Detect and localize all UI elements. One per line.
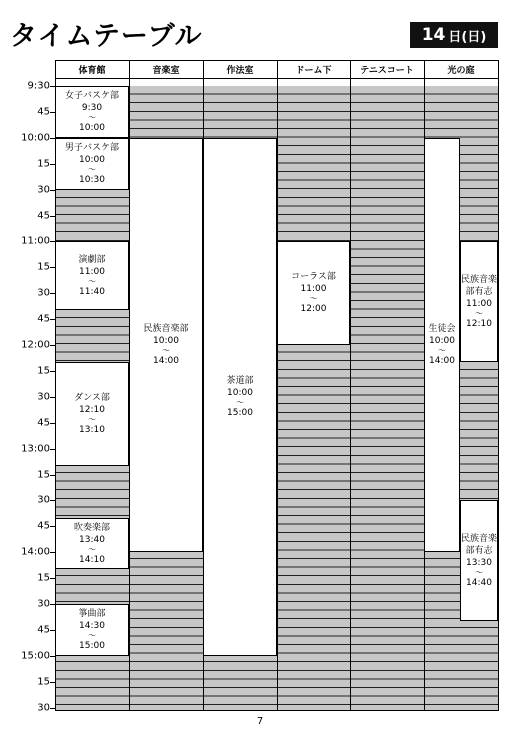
event-end-time: 12:10	[466, 318, 492, 329]
event-block	[55, 241, 129, 310]
time-tick	[50, 319, 56, 320]
event-end-time: 15:00	[79, 640, 105, 651]
event-end-time: 14:10	[79, 554, 105, 565]
date-day: 14	[421, 25, 446, 45]
time-tick	[50, 578, 56, 579]
time-label: 11:00	[21, 235, 50, 247]
time-tick	[50, 552, 56, 553]
unavailable-slot	[350, 86, 424, 710]
time-label: 15	[37, 572, 50, 584]
event-end-time: 13:10	[79, 425, 105, 436]
time-label: 15	[37, 365, 50, 377]
time-label: 13:00	[21, 443, 50, 455]
event-name: 箏曲部	[78, 608, 106, 619]
time-separator: 〜	[88, 415, 96, 425]
time-separator: 〜	[475, 567, 483, 577]
event-start-time: 13:30	[466, 557, 492, 568]
time-tick	[50, 190, 56, 191]
event-name: 演劇部	[78, 254, 106, 265]
event-start-time: 10:00	[227, 387, 253, 398]
time-separator: 〜	[88, 276, 96, 286]
time-tick	[50, 267, 56, 268]
time-tick	[50, 449, 56, 450]
column-divider	[277, 60, 278, 710]
time-separator: 〜	[309, 294, 318, 304]
time-separator: 〜	[438, 345, 446, 355]
time-tick	[50, 630, 56, 631]
event-block	[277, 241, 350, 345]
event-block	[129, 138, 203, 552]
time-tick	[50, 682, 56, 683]
event-name: 民族音楽部有志	[461, 533, 498, 556]
time-tick	[50, 164, 56, 165]
unavailable-slot	[277, 86, 350, 710]
time-tick	[50, 293, 56, 294]
event-start-time: 12:10	[79, 405, 105, 416]
time-tick	[50, 526, 56, 527]
event-end-time: 14:40	[466, 577, 492, 588]
time-tick	[50, 345, 56, 346]
time-label: 12:00	[21, 339, 50, 351]
column-divider	[424, 60, 425, 710]
header-bottom-line	[55, 78, 499, 79]
time-separator: 〜	[162, 345, 170, 355]
event-end-time: 12:00	[300, 304, 327, 315]
time-tick	[50, 475, 56, 476]
event-block	[55, 604, 129, 656]
column-header: 音楽室	[152, 65, 180, 76]
event-name: コーラス部	[291, 272, 336, 283]
time-separator: 〜	[88, 164, 96, 174]
time-label: 45	[37, 210, 50, 221]
time-axis-line	[55, 60, 56, 710]
event-block	[460, 500, 498, 621]
event-start-time: 13:40	[79, 534, 105, 545]
time-tick	[50, 604, 56, 605]
time-tick	[50, 500, 56, 501]
time-label: 45	[37, 313, 50, 325]
column-divider	[129, 60, 130, 710]
event-start-time: 10:00	[153, 335, 179, 346]
time-label: 15:00	[21, 650, 50, 662]
time-label: 30	[37, 391, 50, 403]
event-end-time: 11:40	[79, 286, 105, 297]
time-tick	[50, 397, 56, 398]
event-end-time: 10:30	[79, 174, 105, 185]
time-label: 15	[37, 158, 50, 170]
column-header: ドーム下	[295, 65, 332, 76]
grid-bottom-line	[55, 710, 499, 711]
column-header: テニスコート	[360, 65, 414, 76]
time-label: 10:00	[21, 132, 50, 144]
event-block	[55, 86, 129, 138]
event-block	[55, 138, 129, 190]
event-start-time: 10:00	[429, 335, 455, 346]
time-separator: 〜	[475, 308, 483, 318]
column-header: 光の庭	[447, 65, 475, 76]
time-separator: 〜	[236, 397, 244, 407]
event-block	[55, 362, 129, 466]
time-tick	[50, 112, 56, 113]
time-label: 45	[37, 106, 50, 118]
event-name: 女子バスケ部	[64, 90, 119, 101]
time-tick	[50, 86, 56, 87]
event-name: 生徒会	[428, 323, 456, 334]
time-label: 15	[37, 676, 50, 688]
time-tick	[50, 708, 56, 709]
event-start-time: 10:00	[79, 154, 105, 165]
event-block	[203, 138, 277, 656]
event-start-time: 11:00	[79, 266, 105, 277]
event-name: 民族音楽部有志	[461, 274, 498, 297]
event-start-time: 11:00	[300, 284, 327, 295]
event-block	[55, 518, 129, 570]
time-tick	[50, 216, 56, 217]
time-label: 30	[37, 287, 50, 299]
event-end-time: 14:00	[429, 355, 455, 366]
event-start-time: 14:30	[79, 620, 105, 631]
time-label: 15	[37, 469, 50, 480]
time-label: 15	[37, 261, 50, 273]
event-name: 男子バスケ部	[64, 142, 119, 153]
event-end-time: 15:00	[227, 407, 253, 418]
event-name: ダンス部	[74, 393, 110, 404]
time-label: 30	[37, 598, 50, 610]
time-tick	[50, 423, 56, 424]
page-number: 7	[256, 716, 264, 727]
event-name: 茶道部	[226, 375, 254, 386]
time-tick	[50, 371, 56, 372]
time-separator: 〜	[88, 544, 96, 554]
time-separator: 〜	[88, 112, 96, 122]
column-divider	[203, 60, 204, 710]
page-title: タイムテーブル	[10, 21, 203, 52]
time-label: 30	[37, 494, 50, 506]
event-start-time: 9:30	[81, 102, 103, 113]
time-label: 45	[37, 417, 50, 429]
time-label: 14:00	[21, 546, 50, 558]
event-end-time: 14:00	[153, 355, 179, 366]
event-name: 民族音楽部	[143, 323, 189, 334]
column-divider	[350, 60, 351, 710]
time-tick	[50, 138, 56, 139]
event-start-time: 11:00	[466, 298, 492, 309]
header-top-line	[55, 60, 499, 61]
time-separator: 〜	[88, 630, 96, 640]
column-header: 作法室	[226, 65, 254, 76]
date-suffix: 日(日)	[448, 29, 487, 45]
event-name: 吹奏楽部	[73, 522, 110, 533]
time-label: 45	[37, 520, 50, 532]
column-header: 体育館	[78, 65, 106, 76]
time-label: 30	[37, 702, 50, 714]
time-tick	[50, 241, 56, 242]
event-block	[424, 138, 460, 552]
event-end-time: 10:00	[79, 122, 105, 133]
time-label: 9:30	[27, 80, 50, 92]
column-divider	[498, 60, 499, 710]
time-label: 30	[37, 184, 50, 196]
time-tick	[50, 656, 56, 657]
time-label: 45	[37, 624, 50, 636]
event-block	[460, 241, 498, 362]
